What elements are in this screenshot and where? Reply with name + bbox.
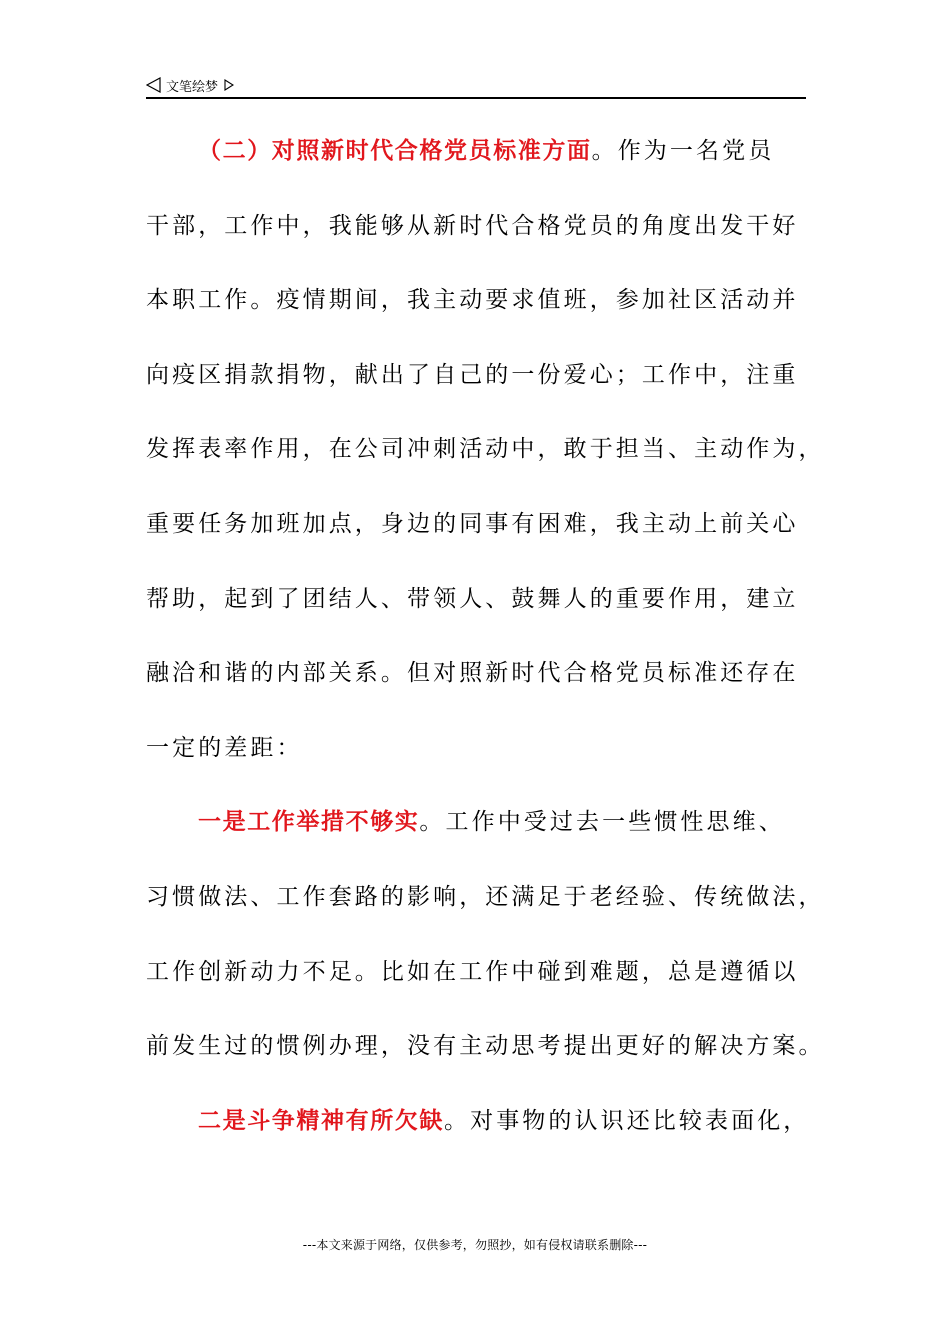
header-brand: 文笔绘梦 <box>166 79 219 95</box>
triangle-left-outline-icon <box>146 77 162 93</box>
paragraph-text: 。作为一名党员 <box>591 138 775 164</box>
section-heading: 一是工作举措不够实 <box>198 809 420 836</box>
paragraph-line: 干部，工作中，我能够从新时代合格党员的角度出发干好 <box>146 212 799 239</box>
paragraph-line: 融洽和谐的内部关系。但对照新时代合格党员标准还存在 <box>146 660 799 687</box>
header-divider <box>146 97 806 99</box>
triangle-right-outline-icon <box>224 79 234 91</box>
paragraph-line <box>146 799 806 874</box>
document-body <box>146 128 825 1172</box>
paragraph-line <box>146 128 806 203</box>
page-footer: ---本文来源于网络，仅供参考，勿照抄，如有侵权请联系删除--- <box>302 1238 648 1252</box>
section-heading: （二）对照新时代合格党员标准方面 <box>198 138 592 164</box>
page-header <box>146 72 806 98</box>
paragraph-text: 。工作中受过去一些惯性思维、 <box>419 809 785 836</box>
paragraph-line: 前发生过的惯例办理，没有主动思考提出更好的解决方案。 <box>146 1033 825 1060</box>
paragraph-line <box>146 1098 810 1173</box>
paragraph-line: 一定的差距： <box>146 734 303 761</box>
paragraph-line: 习惯做法、工作套路的影响，还满足于老经验、传统做法， <box>146 883 825 910</box>
paragraph-line: 发挥表率作用，在公司冲刺活动中，敢于担当、主动作为， <box>146 436 825 463</box>
paragraph-line: 本职工作。疫情期间，我主动要求值班，参加社区活动并 <box>146 287 799 314</box>
paragraph-line: 向疫区捐款捐物，献出了自己的一份爱心；工作中，注重 <box>146 361 799 388</box>
paragraph-line: 帮助，起到了团结人、带领人、鼓舞人的重要作用，建立 <box>146 585 799 612</box>
paragraph-line: 工作创新动力不足。比如在工作中碰到难题，总是遵循以 <box>146 958 799 985</box>
paragraph-line: 重要任务加班加点，身边的同事有困难，我主动上前关心 <box>146 510 799 537</box>
paragraph-text: 。对事物的认识还比较表面化， <box>444 1107 810 1134</box>
section-heading: 二是斗争精神有所欠缺 <box>198 1107 444 1134</box>
